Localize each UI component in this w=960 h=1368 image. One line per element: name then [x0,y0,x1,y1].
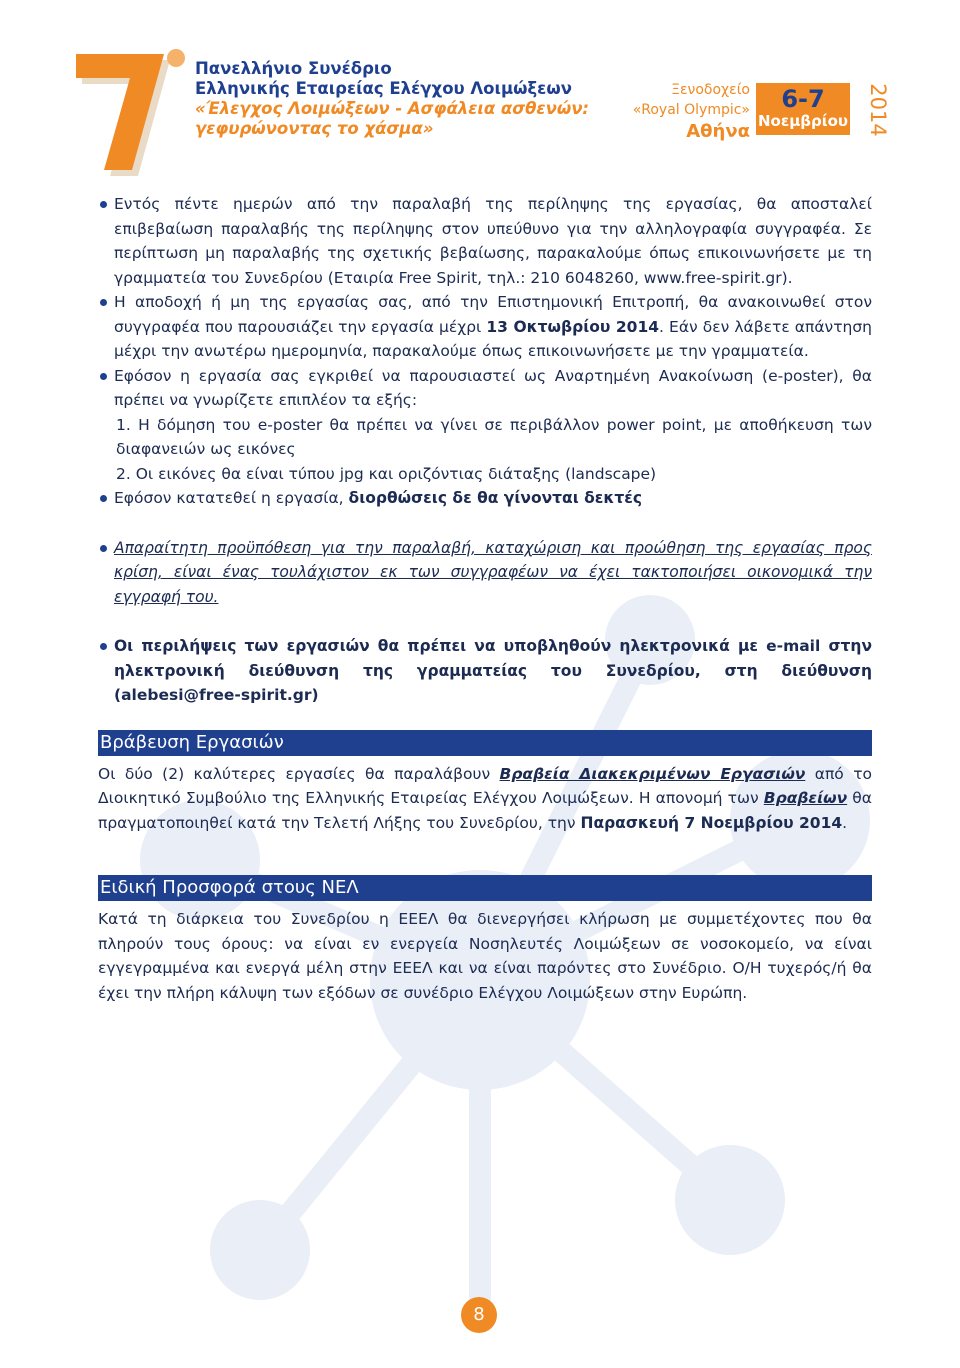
registration-requirement-text: Απαραίτητη προϋπόθεση για την παραλαβή, καταχώριση και προώθηση της εργασίας προς κρίση, είναι ένας τουλάχιστον εκ των συγγραφέων να έχει τακτοποιήσει οικονομικά την εγγραφή του. [114,538,872,606]
conference-header [0,0,960,190]
awards-text-3: θα πραγματοποιηθεί κατά την Τελετή Λήξης του Συνεδρίου, την [98,789,872,832]
bullet-acceptance-text-2: . Εάν δεν λάβετε απάντηση μέχρι την ανωτέρω ημερομηνία, παρακαλούμε όπως επικοινωνήσετε με την γραμματεία. [114,317,872,360]
year-vertical [868,84,888,136]
title-line-4: γεφυρώνοντας το χάσμα» [195,119,434,138]
offer-heading: Ειδική Προσφορά στους ΝΕΛ [98,875,872,901]
awards-text-2: από το Διοικητικό Συμβούλιο της Ελληνικής Εταιρείας Ελέγχου Λοιμώξεων. Η απονομή των [98,764,873,807]
no-corrections-emphasis: διορθώσεις δε θα γίνονται δεκτές [348,489,643,507]
bullet-no-corrections [98,486,872,511]
bullet-acceptance [98,290,872,364]
bullet-confirmation-text: Εντός πέντε ημερών από την παραλαβή της περίληψης της εργασίας, θα αποσταλεί επιβεβαίωση παραλαβής της περίληψης στον υπεύθυνο για την αλληλογραφία συγγραφέα. Σε περίπτωση μη παραλαβής της σχετικής βεβαίωσης, παρακαλούμε όπως επικοινωνήσετε με τη γραμματεία του Συνεδρίου (Εταιρία Free Spirit, τηλ.: 210 6048260, www.free-spirit.gr). [114,195,872,287]
awards-date: Παρασκευή 7 Νοεμβρίου 2014 [580,813,843,832]
submission-email-text: Οι περιλήψεις των εργασιών θα πρέπει να υποβληθούν ηλεκτρονικά με e-mail στην ηλεκτρονική διεύθυνση της γραμματείας του Συνεδρίου, στη διεύθυνση (alebesi@free-spirit.gr) [114,637,872,704]
offer-paragraph: Κατά τη διάρκεια του Συνεδρίου η ΕΕΕΛ θα διενεργήσει κλήρωση με συμμετέχοντες που θα πληρούν τους όρους: να είναι εν ενεργεία Νοσηλευτές Λοιμώξεων σε νοσοκομείο, να είναι εγγεγραμμένα και ενεργά μέλη στην ΕΕΕΛ και να είναι παρόντες στο Συνέδριο. Ο/Η τυχερός/ή θα έχει την πλήρη κάλυψη των εξόδων σε συνέδριο Ελέγχου Λοιμώξεων στην Ευρώπη. [98,910,872,1002]
awards-text-1: Οι δύο (2) καλύτερες εργασίες θα παραλάβουν [98,764,500,783]
date-badge [756,83,850,135]
eposter-item-2: 2. Οι εικόνες θα είναι τύπου jpg και οριζόντιας διάταξης (landscape) [116,464,657,483]
awards-emphasis-1: Βραβεία Διακεκριμένων Εργασιών [499,764,806,783]
year-text: 2014 [866,83,890,137]
title-line-3: «Έλεγχος Λοιμώξεων - Ασφάλεια ασθενών: [195,99,590,118]
title-line-1: Πανελλήνιο Συνέδριο [195,59,392,78]
bullet-submission-email [98,634,872,708]
conference-title [195,59,589,139]
title-line-2: Ελληνικής Εταιρείας Ελέγχου Λοιμώξεων [195,79,572,98]
bullet-confirmation [98,192,872,290]
page-number: 8 [461,1297,497,1333]
bullet-no-corrections-text: Εφόσον κατατεθεί η εργασία, [114,489,349,507]
venue-city: Αθήνα [686,121,750,142]
eposter-item-1: 1. Η δόμηση του e-poster θα πρέπει να γίνει σε περιβάλλον power point, με αποθήκευση των διαφανειών ως εικόνες [116,415,872,458]
awards-emphasis-2: Βραβείων [763,789,848,807]
venue-hotel-name: «Royal Olympic» [632,102,750,118]
spacer [98,511,872,536]
spacer [98,609,872,634]
bullet-eposter-text: Εφόσον η εργασία σας εγκριθεί να παρουσιαστεί ως Αναρτημένη Ανακοίνωση (e-poster), θα πρέπει να γνωρίζετε επιπλέον τα εξής: [114,366,872,409]
awards-heading: Βράβευση Εργασιών [98,730,872,756]
acceptance-deadline: 13 Οκτωβρίου 2014 [486,317,660,336]
venue-block [630,80,750,144]
bullet-eposter [98,364,872,413]
document-body [98,192,872,1005]
bullet-registration-requirement [98,536,872,610]
date-days: 6-7 [781,85,825,113]
number-seven-logo-icon [72,44,192,184]
awards-paragraph [98,762,872,836]
bullet-acceptance-text-1: Η αποδοχή ή μη της εργασίας σας, από την Επιστημονική Επιτροπή, θα ανακοινωθεί στον συγγραφέα που παρουσιάζει την εργασία μέχρι [114,293,872,336]
awards-text-4: . [842,813,848,832]
date-month: Νοεμβρίου [758,112,848,130]
venue-hotel-label: Ξενοδοχείο [671,82,750,98]
